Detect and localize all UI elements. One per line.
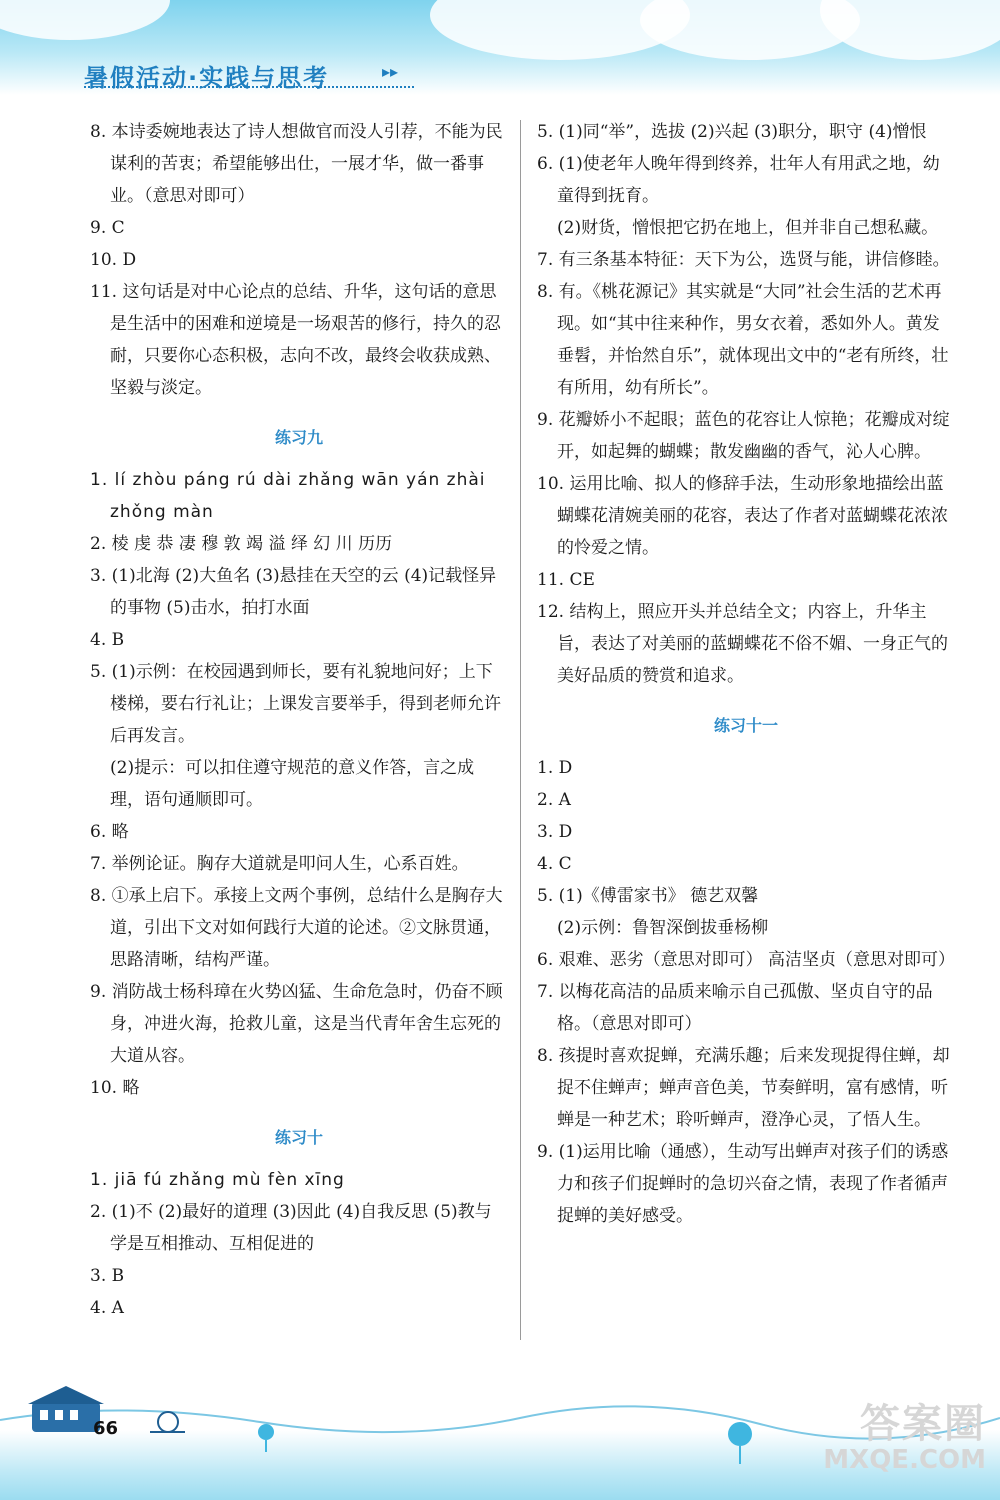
section-title-11: 练习十一 (713, 716, 778, 735)
answer-item: 2. A (537, 790, 571, 810)
answer-item: 10. D (90, 250, 137, 270)
answer-item: 10. 略 (90, 1078, 140, 1098)
answer-item: (2)提示：可以扣住遵守规范的意义作答，言之成理，语句通顺即可。 (110, 758, 475, 810)
answer-item: 5. (1)《傅雷家书》 德艺双馨 (537, 886, 759, 906)
answer-item: 1. D (537, 758, 573, 778)
header-arrow-icon: ▸▸ (382, 62, 399, 81)
answer-item: 8. 本诗委婉地表达了诗人想做官而没人引荐，不能为民谋利的苦衷；希望能够出仕，一展才华，做一番事业。（意思对即可） (90, 122, 503, 206)
column-divider (520, 120, 521, 1340)
answer-item: 4. C (537, 854, 572, 874)
answer-item: 2. 棱 虔 恭 凄 穆 敦 竭 溢 绎 幻 川 历历 (90, 534, 393, 554)
answer-item: 8. ①承上启下。承接上文两个事例，总结什么是胸存大道，引出下文对如何践行大道的论述。②文脉贯通，思路清晰，结构严谨。 (90, 886, 503, 970)
answer-item: 1. jiā fú zhǎng mù fèn xīng (90, 1170, 345, 1190)
answer-item: (2)财货，憎恨把它扔在地上，但并非自己想私藏。 (557, 218, 939, 238)
snail-icon (150, 1412, 185, 1432)
answer-item: 2. (1)不 (2)最好的道理 (3)因此 (4)自我反思 (5)教与学是互相推动、互相促进的 (90, 1202, 492, 1254)
page-number: 66 (93, 1418, 119, 1439)
page-header (0, 0, 1000, 95)
watermark-domain: MXQE.COM (823, 1445, 986, 1475)
answer-item: 6. 艰难、恶劣（意思对即可） 高洁坚贞（意思对即可） (537, 950, 956, 970)
left-intro-list (90, 116, 508, 404)
answer-item: 9. C (90, 218, 125, 238)
answer-item: 4. A (90, 1298, 124, 1318)
answer-item: 11. CE (537, 570, 595, 590)
answer-item: 11. 这句话是对中心论点的总结、升华，这句话的意思是生活中的困难和逆境是一场艰苦的修行，持久的忍耐，只要你心态积极，志向不改，最终会收获成熟、坚毅与淡定。 (90, 282, 501, 398)
cloud-decoration (820, 0, 1000, 60)
answer-item: 6. (1)使老年人晚年得到终养，壮年人有用武之地，幼童得到抚育。 (537, 154, 940, 206)
answer-item: 6. 略 (90, 822, 129, 842)
answer-item: 1. lí zhòu páng rú dài zhǎng wān yán zhài zhǒng màn (90, 470, 486, 522)
exercise-9-list (90, 464, 508, 1104)
answer-item: 3. D (537, 822, 573, 842)
answer-item: 7. 有三条基本特征：天下为公，选贤与能，讲信修睦。 (537, 250, 950, 270)
cloud-decoration (0, 0, 170, 40)
exercise-10-list (90, 1164, 508, 1324)
answer-item: 8. 有。《桃花源记》其实就是“大同”社会生活的艺术再现。如“其中往来种作，男女衣着，悉如外人。黄发垂髫，并怡然自乐”，就体现出文中的“老有所终，壮有所用，幼有所长”。 (537, 282, 949, 398)
answer-item: 9. (1)运用比喻（通感），生动写出蝉声对孩子们的诱惑力和孩子们捉蝉时的急切兴奋之情，表现了作者循声捉蝉的美好感受。 (537, 1142, 949, 1226)
answer-item: 10. 运用比喻、拟人的修辞手法，生动形象地描绘出蓝蝴蝶花清婉美丽的花容，表达了作者对蓝蝴蝶花浓浓的怜爱之情。 (537, 474, 948, 558)
tree-icon (258, 1422, 752, 1464)
watermark (823, 1392, 986, 1475)
header-title: 暑假活动·实践与思考 (84, 64, 330, 92)
answer-item: 12. 结构上，照应开头并总结全文；内容上，升华主旨，表达了对美丽的蓝蝴蝶花不俗不媚、一身正气的美好品质的赞赏和追求。 (537, 602, 948, 686)
section-title-9: 练习九 (274, 428, 323, 447)
answer-item: 3. B (90, 1266, 125, 1286)
exercise-11-list (537, 752, 955, 1232)
right-column (537, 116, 955, 1232)
left-column (90, 116, 508, 1324)
section-title-10: 练习十 (274, 1128, 323, 1147)
answer-item: 3. (1)北海 (2)大鱼名 (3)悬挂在天空的云 (4)记载怪异的事物 (5)击水，拍打水面 (90, 566, 497, 618)
answer-item: 9. 消防战士杨科璋在火势凶猛、生命危急时，仍奋不顾身，冲进火海，抢救儿童，这是当代青年舍生忘死的大道从容。 (90, 982, 503, 1066)
answer-item: 4. B (90, 630, 125, 650)
answer-item: 5. (1)示例：在校园遇到师长，要有礼貌地问好；上下楼梯，要右行礼让；上课发言要举手，得到老师允许后再发言。 (90, 662, 501, 746)
watermark-logo-text: 答案圈 (860, 1401, 986, 1447)
header-dotted-line (84, 86, 414, 88)
answer-item: 8. 孩提时喜欢捉蝉，充满乐趣；后来发现捉得住蝉，却捉不住蝉声；蝉声音色美，节奏鲜明，富有感情，听蝉是一种艺术；聆听蝉声，澄净心灵，了悟人生。 (537, 1046, 950, 1130)
answer-item: 5. (1)同“举”，选拔 (2)兴起 (3)职分，职守 (4)憎恨 (537, 122, 927, 142)
answer-item: 7. 以梅花高洁的品质来喻示自己孤傲、坚贞自守的品格。（意思对即可） (537, 982, 933, 1034)
answer-item: (2)示例：鲁智深倒拔垂杨柳 (557, 918, 769, 938)
right-top-list (537, 116, 955, 692)
answer-item: 7. 举例论证。胸存大道就是叩问人生，心系百姓。 (90, 854, 469, 874)
answer-item: 9. 花瓣娇小不起眼；蓝色的花容让人惊艳；花瓣成对绽开，如起舞的蝴蝶；散发幽幽的香气，沁人心脾。 (537, 410, 950, 462)
